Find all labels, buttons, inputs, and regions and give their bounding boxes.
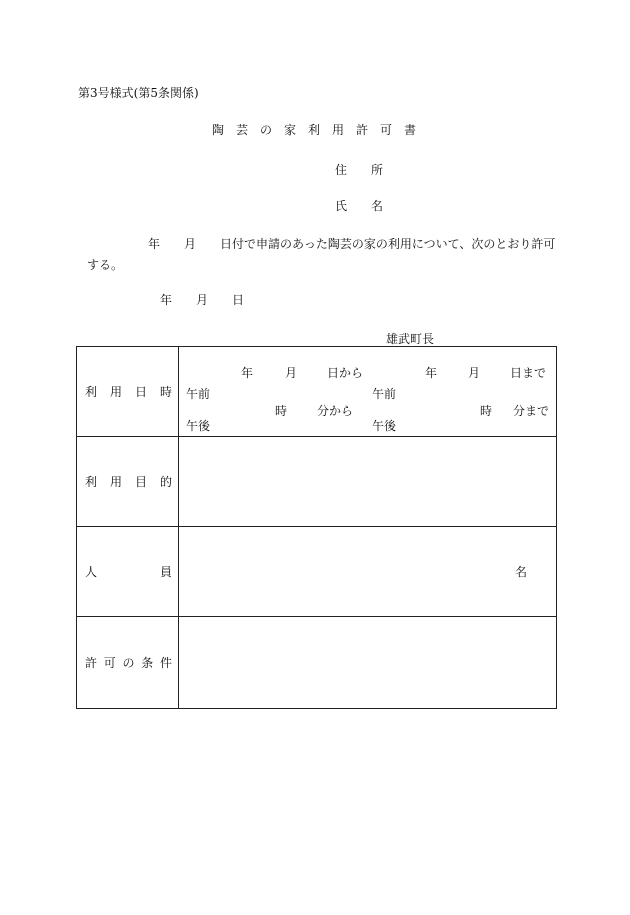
body-month: 月 (184, 237, 197, 251)
body-text-line2: する。 (87, 258, 124, 272)
label-char: 目 (134, 475, 147, 489)
from-month: 月 (285, 366, 298, 380)
label-people (77, 527, 179, 617)
title-char: 芸 (236, 123, 249, 137)
label-char: 的 (159, 475, 172, 489)
datetime-field[interactable] (179, 347, 557, 437)
from-year: 年 (241, 366, 254, 380)
issue-date (160, 293, 244, 307)
title-char: 可 (380, 123, 393, 137)
conditions-field[interactable] (179, 617, 557, 709)
label-char: 日 (134, 385, 147, 399)
issuer-name: 雄武町長 (386, 332, 435, 346)
title-char: 書 (404, 123, 417, 137)
label-char: 時 (159, 385, 172, 399)
title-char: 用 (332, 123, 345, 137)
from-am: 午前 (186, 387, 211, 401)
body-year: 年 (148, 237, 161, 251)
people-field[interactable] (179, 527, 557, 617)
label-char: 利 (85, 475, 98, 489)
label-char: 件 (159, 656, 172, 670)
to-am: 午前 (372, 387, 397, 401)
title-char: 家 (284, 123, 297, 137)
address-label-char: 所 (371, 163, 384, 177)
label-char: の (122, 656, 135, 670)
name-label-char: 名 (371, 199, 384, 213)
form-number: 第3号様式(第5条関係) (78, 86, 199, 100)
label-char: 利 (85, 385, 98, 399)
title-char: の (260, 123, 273, 137)
permit-table (76, 346, 557, 709)
label-char: 可 (103, 656, 116, 670)
from-hour: 時 (275, 404, 288, 418)
body-text-rest: 日付で申請のあった陶芸の家の利用について、次のとおり許可 (220, 237, 556, 251)
to-pm: 午後 (372, 419, 397, 433)
to-month: 月 (468, 366, 481, 380)
body-text-line1 (148, 237, 555, 251)
label-datetime (77, 347, 179, 437)
table-row-purpose (77, 437, 557, 527)
table-row-datetime (77, 347, 557, 437)
to-minute: 分まで (513, 404, 550, 418)
label-char: 人 (85, 565, 98, 579)
name-label-char: 氏 (335, 199, 348, 213)
label-char: 用 (109, 385, 122, 399)
issue-month: 月 (196, 293, 209, 307)
from-minute: 分から (317, 404, 354, 418)
table-row-people (77, 527, 557, 617)
from-day: 日から (327, 366, 364, 380)
title-char: 陶 (212, 123, 225, 137)
label-conditions (77, 617, 179, 709)
title-char: 許 (356, 123, 369, 137)
label-char: 許 (85, 656, 98, 670)
address-label-char: 住 (335, 163, 348, 177)
to-hour: 時 (480, 404, 493, 418)
table-row-conditions (77, 617, 557, 709)
purpose-field[interactable] (179, 437, 557, 527)
issue-year: 年 (160, 293, 173, 307)
from-pm: 午後 (186, 419, 211, 433)
to-day: 日まで (510, 366, 547, 380)
to-year: 年 (425, 366, 438, 380)
address-label (335, 163, 383, 177)
issue-day: 日 (232, 293, 245, 307)
name-label (335, 199, 383, 213)
people-unit: 名 (515, 565, 528, 579)
label-purpose (77, 437, 179, 527)
document-title (212, 123, 428, 137)
label-char: 条 (141, 656, 154, 670)
title-char: 利 (308, 123, 321, 137)
label-char: 員 (159, 565, 172, 579)
label-char: 用 (109, 475, 122, 489)
